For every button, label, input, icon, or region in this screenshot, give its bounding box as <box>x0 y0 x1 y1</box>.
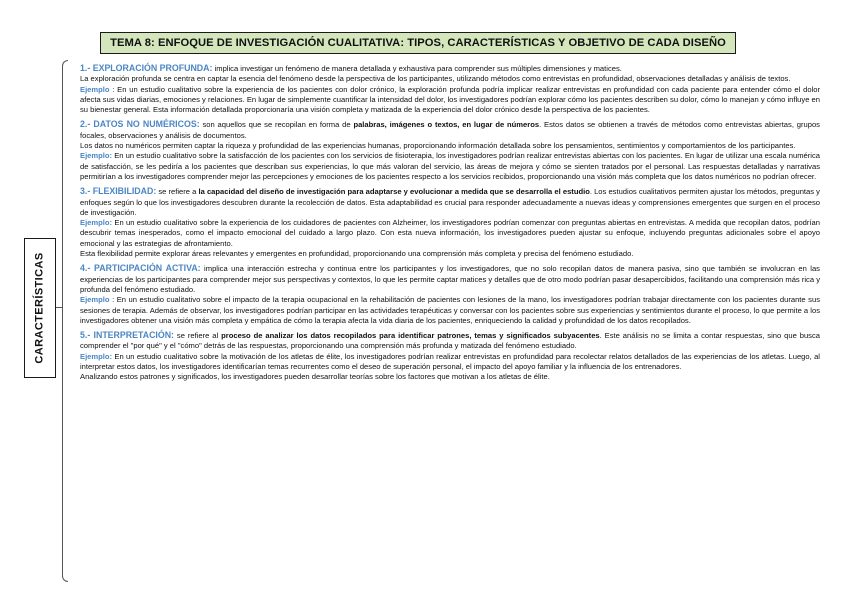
section-datos-no-numericos <box>80 119 820 182</box>
section-intro <box>80 186 820 218</box>
document-title <box>100 32 736 54</box>
section-example <box>80 218 820 249</box>
section-intro-bold: la capacidad del diseño de investigación para adaptarse y evolucionar a medida que se desarrolla el estudio <box>198 187 590 197</box>
section-exploracion-profunda <box>80 63 820 115</box>
section-closing: Analizando estos patrones y significados, los investigadores pueden desarrollar teorías sobre los factores que motivan a los atletas de élite. <box>80 372 550 382</box>
section-heading: 5.- INTERPRETACIÓN: <box>80 330 174 341</box>
example-text: En un estudio cualitativo sobre la satisfacción de los pacientes con los servicios de fisioterapia, los investigadores podrían realizar entrevistas abiertas con los pacientes. En lugar de utilizar una escala numérica de satisfacción, se les pediría a los pacientes que describan sus experiencias, lo que más valoran del servicio, las áreas de mejora y cómo se sienten tratados por el personal. Las respuestas detalladas y narrativas permitirían a los investigadores comprender mejor las percepciones y emociones de los pacientes respecto a los servicios recibidos, proporcionando una visión más completa que los datos numéricos no podrían ofrecer. <box>80 151 820 181</box>
example-label: Ejemplo: <box>80 151 113 161</box>
section-intro <box>80 119 820 141</box>
section-interpretacion <box>80 330 820 382</box>
section-closing: Esta flexibilidad permite explorar áreas relevantes y emergentes en profundidad, proporcionando una comprensión más completa y precisa del fenómeno estudiado. <box>80 249 634 259</box>
example-text: : En un estudio cualitativo sobre la experiencia de los pacientes con dolor crónico, la exploración profunda podría implicar realizar entrevistas en profundidad con cada paciente para entender cómo el dolor afecta sus vidas diarias, emociones y relaciones. En lugar de simplemente cuantificar la intensidad del dolor, los investigadores podrían explorar cómo los pacientes describen su dolor, cómo lo manejan y cómo influye en su bienestar general. Esta información detallada proporcionaría una visión completa y matizada de la experiencia del dolor crónico desde la perspectiva de los pacientes. <box>80 84 820 115</box>
section-body: Los datos no numéricos permiten captar la riqueza y profundidad de las experiencias humanas, proporcionando información detallada sobre los pensamientos, sentimientos y comportamientos de los participantes. <box>80 141 796 151</box>
document-title-text: TEMA 8: ENFOQUE DE INVESTIGACIÓN CUALITATIVA: TIPOS, CARACTERÍSTICAS Y OBJETIVO DE CADA DISEÑO <box>110 37 726 49</box>
section-heading: 2.- DATOS NO NUMÉRICOS: <box>80 119 200 130</box>
section-intro-text: se refiere al <box>174 331 222 341</box>
section-example <box>80 352 820 373</box>
section-example <box>80 151 820 182</box>
example-label: Ejemplo: <box>80 218 113 228</box>
section-intro-text: se refiere a <box>156 187 199 197</box>
section-intro-text: implica una interacción estrecha y continua entre los participantes y los investigadores, que no solo recopilan datos de manera pasiva, sino que también se involucran en las experiencias de los participantes para comprender mejor sus perspectivas y contextos, lo que les permite captar matices y detalles que de otro modo podrían pasar desapercibidos, facilitando una comprensión más rica y profunda del fenómeno estudiado. <box>80 264 820 294</box>
example-label: Ejemplo <box>80 295 110 305</box>
example-label: Ejemplo: <box>80 351 113 361</box>
left-brace <box>62 60 68 582</box>
section-intro-bold: proceso de analizar los datos recopilados para identificar patrones, temas y significados subyacentes <box>221 331 600 341</box>
section-heading: 3.- FLEXIBILIDAD: <box>80 186 157 197</box>
section-example <box>80 85 820 116</box>
section-intro-text-end: . Este análisis no se limita a contar respuestas, sino que busca comprender el "por qué" y el "cómo" detrás de las respuestas, proporcionando una comprensión más profunda y matizada del fenómeno estudiado. <box>80 331 820 351</box>
section-intro-text: implica investigar un fenómeno de manera detallada y exhaustiva para comprender sus múltiples dimensiones y matices. <box>212 64 622 73</box>
example-text: : En un estudio cualitativo sobre el impacto de la terapia ocupacional en la rehabilitación de pacientes con lesiones de la mano, los investigadores podrían trabajar directamente con los pacientes durante sus sesiones de terapia. Además de observar, los investigadores podrían participar en las actividades terapéuticas y conversar con los pacientes sobre sus experiencias y sentimientos durante el proceso, lo que permite a los investigadores obtener una visión más completa y empática de cómo la terapia afecta la vida diaria de los pacientes, enriqueciendo la calidad y profundidad de los datos recopilados. <box>80 295 820 325</box>
example-label: Ejemplo <box>80 84 110 94</box>
example-text: En un estudio cualitativo sobre la motivación de los atletas de élite, los investigadores podrían realizar entrevistas en profundidad para recolectar relatos detallados de las experiencias de los atletas. Luego, al interpretar estos datos, los investigadores identificarían temas recurrentes como el deseo de superación personal, el impacto del apoyo familiar y la influencia de los entrenadores. <box>80 351 820 372</box>
section-body: La exploración profunda se centra en captar la esencia del fenómeno desde la perspectiva de los participantes, utilizando métodos como entrevistas en profundidad, observaciones detalladas y análisis de textos. <box>80 74 791 84</box>
section-participacion-activa <box>80 263 820 326</box>
section-heading: 4.- PARTICIPACIÓN ACTIVA: <box>80 263 201 274</box>
section-intro-text-end: . Los estudios cualitativos permiten ajustar los métodos, preguntas y enfoques según lo que los investigadores descubren durante la recolección de datos. Esta adaptabilidad es crucial para responder adecuadamente a nuevas ideas y comprensiones emergentes que surgen en el proceso de investigación. <box>80 187 820 217</box>
side-label-box <box>24 238 56 378</box>
section-intro-bold: palabras, imágenes o textos, en lugar de números <box>353 120 540 130</box>
side-label-text: CARACTERÍSTICAS <box>34 252 46 364</box>
example-text: En un estudio cualitativo sobre la experiencia de los cuidadores de pacientes con Alzheimer, los investigadores podrían comenzar con preguntas abiertas en entrevistas. A medida que recopilan datos, podrían descubrir temas inesperados, como el impacto emocional del cuidado a largo plazo. Con esta nueva información, los investigadores pueden ajustar su enfoque, incluyendo preguntas adicionales sobre el apoyo emocional y las estrategias de afrontamiento. <box>80 218 820 248</box>
section-intro-text: son aquellos que se recopilan en forma de <box>199 120 354 130</box>
section-heading: 1.- EXPLORACIÓN PROFUNDA: <box>80 63 213 73</box>
section-intro <box>80 63 820 74</box>
section-intro <box>80 263 820 295</box>
content-column <box>80 63 820 387</box>
section-example <box>80 295 820 326</box>
section-intro-text-end: . Estos datos se obtienen a través de métodos como entrevistas abiertas, grupos focales, observaciones y análisis de documentos. <box>80 120 820 140</box>
section-flexibilidad <box>80 186 820 259</box>
section-intro <box>80 330 820 352</box>
